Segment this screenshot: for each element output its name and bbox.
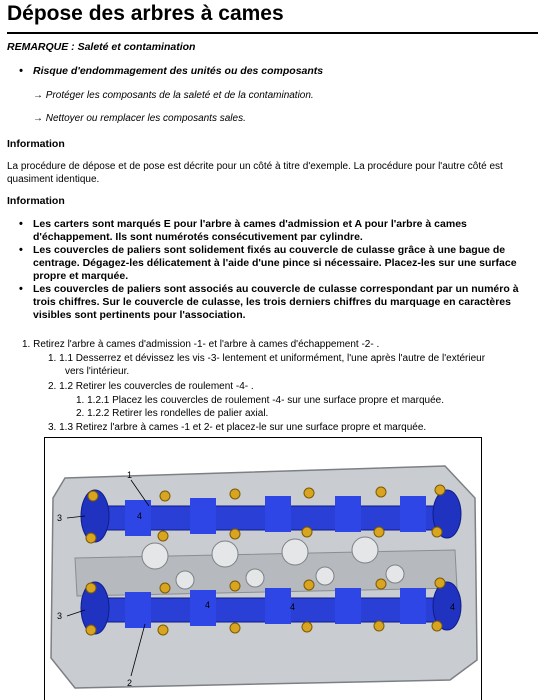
step-1-3: 3. 1.3 Retirez l'arbre à cames -1 et 2- et placez-le sur une surface propre et marquée. <box>48 422 427 433</box>
action-clean: → Nettoyer ou remplacer les composants sales. <box>33 113 246 124</box>
remark-label: REMARQUE : Saleté et contamination <box>7 41 196 53</box>
label-camshaft-2: 2 <box>127 678 133 688</box>
step-1-2: 2. 1.2 Retirer les couvercles de roulement -4- . <box>48 381 254 392</box>
info-bullet-list <box>33 218 538 322</box>
info-bullet <box>33 218 538 244</box>
info-bullet <box>33 244 538 283</box>
title-divider <box>7 32 538 34</box>
step-line: 1. 1.1 Desserrez et dévissez les vis -3- lentement et uniformément, l'une après l'autre de l'extérieur <box>48 353 486 364</box>
bullet-line: • Les couvercles de paliers sont solidement fixés au couvercle de culasse grâce à une bague de <box>33 244 506 256</box>
label-cover: 4 <box>137 511 143 521</box>
bullet-line: propre et marquée. <box>33 270 129 282</box>
info-paragraph <box>7 160 542 186</box>
bullet-line: d'échappement. Ils sont numérotés consécutivement par cylindre. <box>33 231 363 243</box>
step-1-2-2: 2. 1.2.2 Retirer les rondelles de palier axial. <box>76 408 269 419</box>
label-camshaft-1: 1 <box>127 470 133 480</box>
label-screw-lower: 3 <box>57 611 63 621</box>
bullet-line: trois chiffres. Sur le couvercle de culasse, les trois derniers chiffres du marquage en caractères <box>33 296 511 308</box>
camshaft-figure <box>44 437 482 700</box>
action-protect: → Protéger les composants de la saleté et de la contamination. <box>33 90 314 101</box>
label-screw-upper: 3 <box>57 513 63 523</box>
bullet-line: • Les carters sont marqués E pour l'arbre à cames d'admission et A pour l'arbre à cames <box>33 218 467 230</box>
risk-text: • Risque d'endommagement des unités ou des composants <box>33 65 323 77</box>
step-1-2-1: 1. 1.2.1 Placez les couvercles de roulement -4- sur une surface propre et marquée. <box>76 395 444 406</box>
label-cover: 4 <box>450 602 456 612</box>
info-line: La procédure de dépose et de pose est décrite pour un côté à titre d'exemple. La procédure pour l'autre côté est <box>7 161 503 172</box>
step-1: 1. Retirez l'arbre à cames d'admission -1- et l'arbre à cames d'échappement -2- . <box>22 339 380 350</box>
bullet-line: • Les couvercles de paliers sont associés au couvercle de culasse correspondant par un numéro à <box>33 283 519 295</box>
page-title: Dépose des arbres à cames <box>7 2 284 25</box>
label-cover: 4 <box>290 602 296 612</box>
info-heading-2: Information <box>7 195 65 207</box>
step-1-1 <box>48 352 485 378</box>
bullet-line: visibles sont pertinents pour l'association. <box>33 309 246 321</box>
bullet-line: centrage. Dégagez-les délicatement à l'aide d'une pince si nécessaire. Placez-les sur une surface <box>33 257 517 269</box>
info-line: quasiment identique. <box>7 174 100 185</box>
cylinder-head-illustration <box>45 438 481 700</box>
info-bullet <box>33 283 538 322</box>
label-cover: 4 <box>205 600 211 610</box>
step-line: vers l'intérieur. <box>65 366 130 377</box>
info-heading-1: Information <box>7 138 65 150</box>
